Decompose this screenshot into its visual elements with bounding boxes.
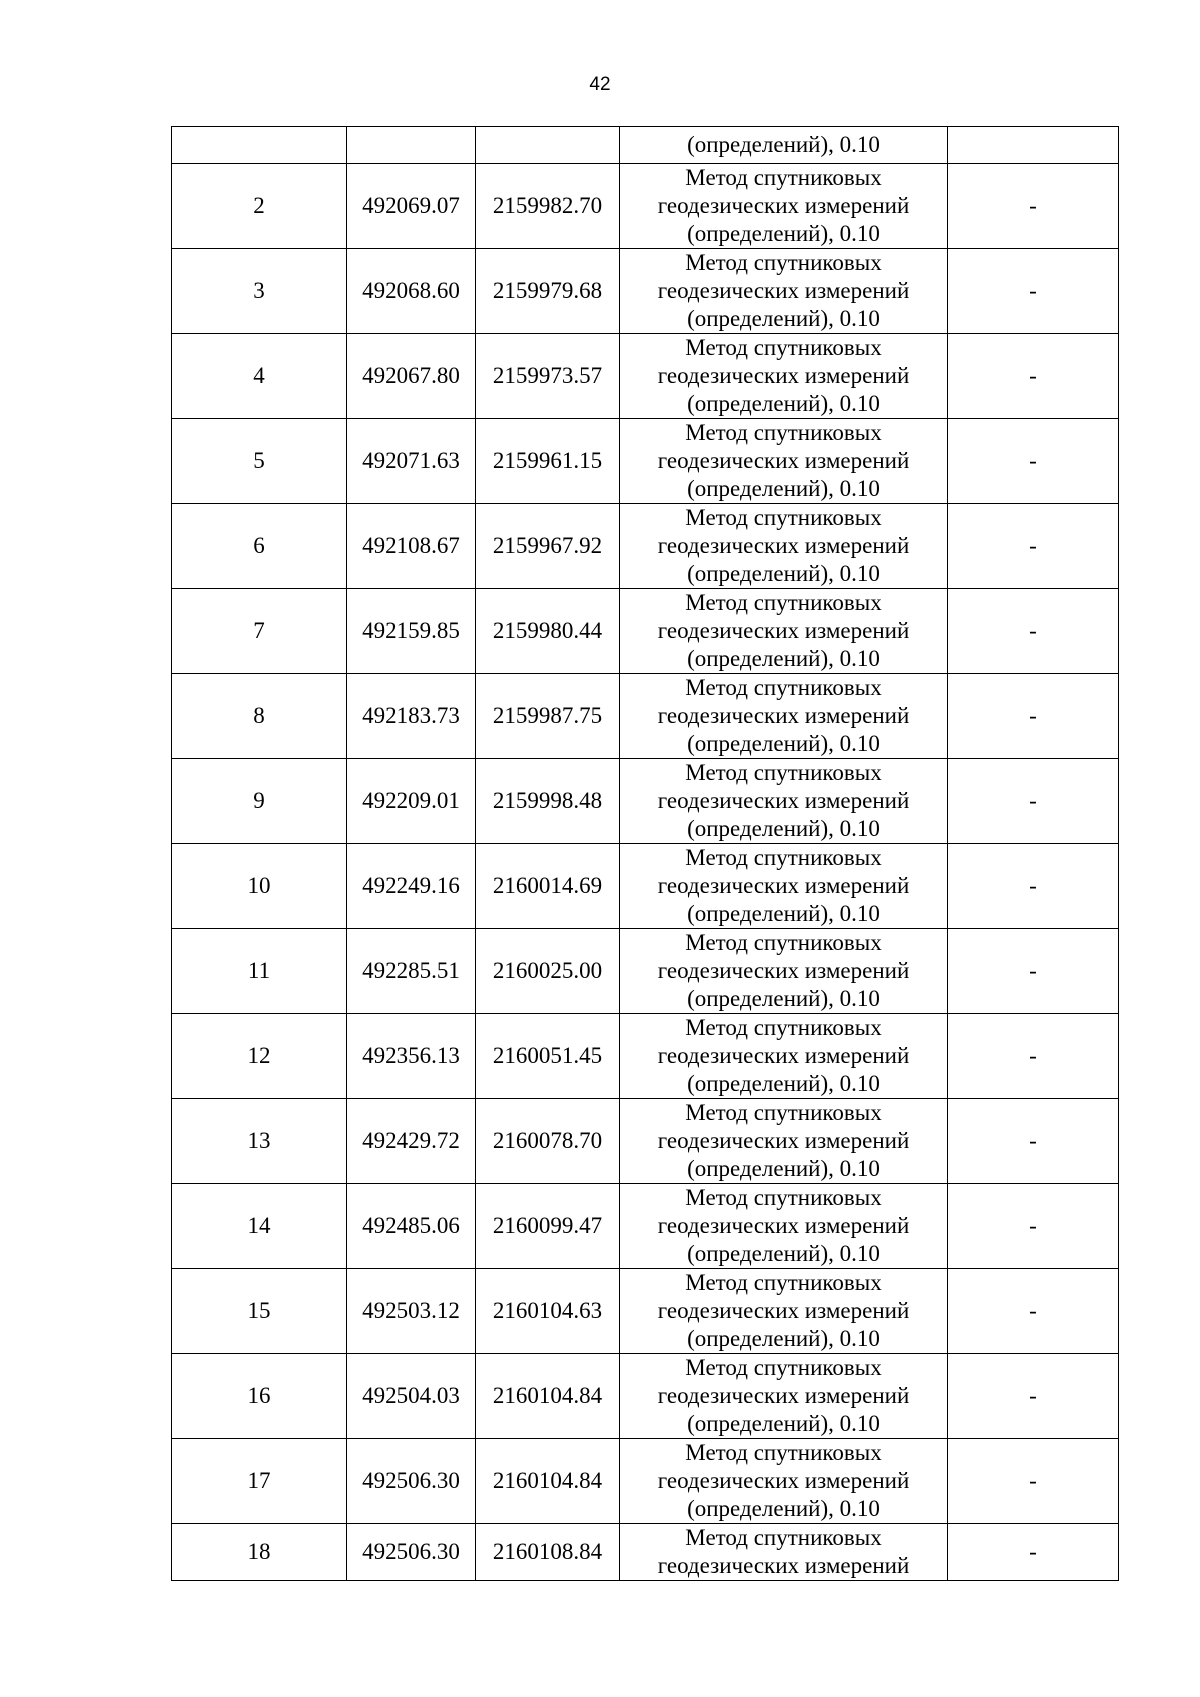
- method-line: (определений), 0.10: [687, 816, 880, 841]
- method-line: геодезических измерений: [657, 448, 910, 473]
- method-line: (определений), 0.10: [687, 1241, 880, 1266]
- method-line: геодезических измерений: [657, 1213, 910, 1238]
- note-cell: -: [948, 419, 1119, 504]
- method-line: Метод спутниковых: [685, 1525, 882, 1550]
- method-line: Метод спутниковых: [685, 1270, 882, 1295]
- method-line: Метод спутниковых: [685, 1440, 882, 1465]
- method-line: геодезических измерений: [657, 363, 910, 388]
- table-row: [172, 1439, 1119, 1524]
- method-cell: [620, 504, 948, 589]
- point-number-cell: [172, 127, 347, 164]
- method-line: Метод спутниковых: [685, 250, 882, 275]
- note-cell: -: [948, 759, 1119, 844]
- table-row: [172, 1014, 1119, 1099]
- method-line: (определений), 0.10: [687, 221, 880, 246]
- method-line: (определений), 0.10: [687, 1496, 880, 1521]
- note-cell: -: [948, 589, 1119, 674]
- continuation-row: [172, 127, 1119, 164]
- method-cell: [620, 1014, 948, 1099]
- method-line: (определений), 0.10: [687, 1071, 880, 1096]
- note-cell: [948, 127, 1119, 164]
- x-coordinate-cell: [347, 127, 476, 164]
- method-line: Метод спутниковых: [685, 760, 882, 785]
- method-line: геодезических измерений: [657, 618, 910, 643]
- method-cell: [620, 1184, 948, 1269]
- note-cell: -: [948, 674, 1119, 759]
- table-row: [172, 759, 1119, 844]
- table-row: [172, 164, 1119, 249]
- point-number-cell: 15: [172, 1269, 347, 1354]
- table-row: [172, 504, 1119, 589]
- table-row: [172, 1099, 1119, 1184]
- x-coordinate-cell: 492503.12: [347, 1269, 476, 1354]
- method-cell: [620, 759, 948, 844]
- x-coordinate-cell: 492108.67: [347, 504, 476, 589]
- x-coordinate-cell: 492429.72: [347, 1099, 476, 1184]
- point-number-cell: 5: [172, 419, 347, 504]
- y-coordinate-cell: 2160051.45: [476, 1014, 620, 1099]
- note-cell: -: [948, 1354, 1119, 1439]
- x-coordinate-cell: 492069.07: [347, 164, 476, 249]
- point-number-cell: 7: [172, 589, 347, 674]
- method-line: (определений), 0.10: [687, 986, 880, 1011]
- x-coordinate-cell: 492071.63: [347, 419, 476, 504]
- point-number-cell: 13: [172, 1099, 347, 1184]
- note-cell: -: [948, 1099, 1119, 1184]
- point-number-cell: 17: [172, 1439, 347, 1524]
- x-coordinate-cell: 492485.06: [347, 1184, 476, 1269]
- note-cell: -: [948, 1184, 1119, 1269]
- method-cell: [620, 1439, 948, 1524]
- method-line: (определений), 0.10: [687, 901, 880, 926]
- x-coordinate-cell: 492183.73: [347, 674, 476, 759]
- method-line: геодезических измерений: [657, 958, 910, 983]
- y-coordinate-cell: 2159973.57: [476, 334, 620, 419]
- method-line: Метод спутниковых: [685, 505, 882, 530]
- method-cell: [620, 1269, 948, 1354]
- y-coordinate-cell: 2160025.00: [476, 929, 620, 1014]
- note-cell: -: [948, 1524, 1119, 1581]
- point-number-cell: 2: [172, 164, 347, 249]
- method-cell: [620, 1099, 948, 1184]
- point-number-cell: 3: [172, 249, 347, 334]
- method-line: Метод спутниковых: [685, 930, 882, 955]
- method-line: (определений), 0.10: [687, 646, 880, 671]
- y-coordinate-cell: 2160104.63: [476, 1269, 620, 1354]
- method-line: Метод спутниковых: [685, 590, 882, 615]
- y-coordinate-cell: 2160078.70: [476, 1099, 620, 1184]
- x-coordinate-cell: 492356.13: [347, 1014, 476, 1099]
- point-number-cell: 11: [172, 929, 347, 1014]
- method-line: геодезических измерений: [657, 1553, 910, 1578]
- method-line: геодезических измерений: [657, 1383, 910, 1408]
- method-cell: (определений), 0.10: [620, 127, 948, 164]
- method-line: Метод спутниковых: [685, 1355, 882, 1380]
- method-line: (определений), 0.10: [687, 561, 880, 586]
- method-line: (определений), 0.10: [687, 391, 880, 416]
- method-line: геодезических измерений: [657, 873, 910, 898]
- method-line: (определений), 0.10: [687, 1326, 880, 1351]
- method-line: геодезических измерений: [657, 193, 910, 218]
- point-number-cell: 4: [172, 334, 347, 419]
- y-coordinate-cell: 2159980.44: [476, 589, 620, 674]
- method-line: Метод спутниковых: [685, 165, 882, 190]
- method-cell: [620, 929, 948, 1014]
- point-number-cell: 16: [172, 1354, 347, 1439]
- method-line: геодезических измерений: [657, 788, 910, 813]
- x-coordinate-cell: 492506.30: [347, 1524, 476, 1581]
- x-coordinate-cell: 492504.03: [347, 1354, 476, 1439]
- x-coordinate-cell: 492249.16: [347, 844, 476, 929]
- point-number-cell: 10: [172, 844, 347, 929]
- y-coordinate-cell: 2159998.48: [476, 759, 620, 844]
- y-coordinate-cell: 2160104.84: [476, 1354, 620, 1439]
- method-line: геодезических измерений: [657, 278, 910, 303]
- table-row: [172, 1269, 1119, 1354]
- note-cell: -: [948, 1014, 1119, 1099]
- y-coordinate-cell: [476, 127, 620, 164]
- table-row: [172, 929, 1119, 1014]
- method-cell: [620, 674, 948, 759]
- y-coordinate-cell: 2160108.84: [476, 1524, 620, 1581]
- method-line: геодезических измерений: [657, 1128, 910, 1153]
- point-number-cell: 14: [172, 1184, 347, 1269]
- y-coordinate-cell: 2160104.84: [476, 1439, 620, 1524]
- coordinates-table: [171, 126, 1119, 1581]
- table-row: [172, 589, 1119, 674]
- x-coordinate-cell: 492209.01: [347, 759, 476, 844]
- method-cell: [620, 334, 948, 419]
- y-coordinate-cell: 2159987.75: [476, 674, 620, 759]
- y-coordinate-cell: 2159979.68: [476, 249, 620, 334]
- method-line: Метод спутниковых: [685, 420, 882, 445]
- table-row: [172, 249, 1119, 334]
- x-coordinate-cell: 492506.30: [347, 1439, 476, 1524]
- method-line: Метод спутниковых: [685, 845, 882, 870]
- method-cell: [620, 249, 948, 334]
- table-row: [172, 1184, 1119, 1269]
- note-cell: -: [948, 929, 1119, 1014]
- x-coordinate-cell: 492285.51: [347, 929, 476, 1014]
- method-cell: [620, 844, 948, 929]
- method-line: Метод спутниковых: [685, 335, 882, 360]
- y-coordinate-cell: 2160014.69: [476, 844, 620, 929]
- table-row: [172, 674, 1119, 759]
- note-cell: -: [948, 334, 1119, 419]
- method-line: геодезических измерений: [657, 703, 910, 728]
- x-coordinate-cell: 492067.80: [347, 334, 476, 419]
- method-cell: [620, 1524, 948, 1581]
- method-cell: [620, 1354, 948, 1439]
- table-row: [172, 419, 1119, 504]
- method-line: (определений), 0.10: [687, 476, 880, 501]
- note-cell: -: [948, 844, 1119, 929]
- method-line: геодезических измерений: [657, 533, 910, 558]
- table-row: [172, 1354, 1119, 1439]
- y-coordinate-cell: 2159967.92: [476, 504, 620, 589]
- method-cell: [620, 164, 948, 249]
- y-coordinate-cell: 2160099.47: [476, 1184, 620, 1269]
- method-line: Метод спутниковых: [685, 1100, 882, 1125]
- page-number: 42: [589, 74, 611, 95]
- x-coordinate-cell: 492159.85: [347, 589, 476, 674]
- note-cell: -: [948, 249, 1119, 334]
- table-row: [172, 1524, 1119, 1581]
- method-line: (определений), 0.10: [687, 1156, 880, 1181]
- table-row: [172, 334, 1119, 419]
- note-cell: -: [948, 1439, 1119, 1524]
- method-line: Метод спутниковых: [685, 1015, 882, 1040]
- note-cell: -: [948, 504, 1119, 589]
- method-line: (определений), 0.10: [687, 306, 880, 331]
- method-line: геодезических измерений: [657, 1043, 910, 1068]
- y-coordinate-cell: 2159961.15: [476, 419, 620, 504]
- method-line: Метод спутниковых: [685, 675, 882, 700]
- method-line: (определений), 0.10: [687, 1411, 880, 1436]
- y-coordinate-cell: 2159982.70: [476, 164, 620, 249]
- point-number-cell: 6: [172, 504, 347, 589]
- method-line: Метод спутниковых: [685, 1185, 882, 1210]
- point-number-cell: 18: [172, 1524, 347, 1581]
- method-cell: [620, 419, 948, 504]
- note-cell: -: [948, 1269, 1119, 1354]
- note-cell: -: [948, 164, 1119, 249]
- point-number-cell: 9: [172, 759, 347, 844]
- method-line: геодезических измерений: [657, 1298, 910, 1323]
- point-number-cell: 8: [172, 674, 347, 759]
- method-line: (определений), 0.10: [687, 731, 880, 756]
- point-number-cell: 12: [172, 1014, 347, 1099]
- method-cell: [620, 589, 948, 674]
- table-row: [172, 844, 1119, 929]
- x-coordinate-cell: 492068.60: [347, 249, 476, 334]
- method-line: геодезических измерений: [657, 1468, 910, 1493]
